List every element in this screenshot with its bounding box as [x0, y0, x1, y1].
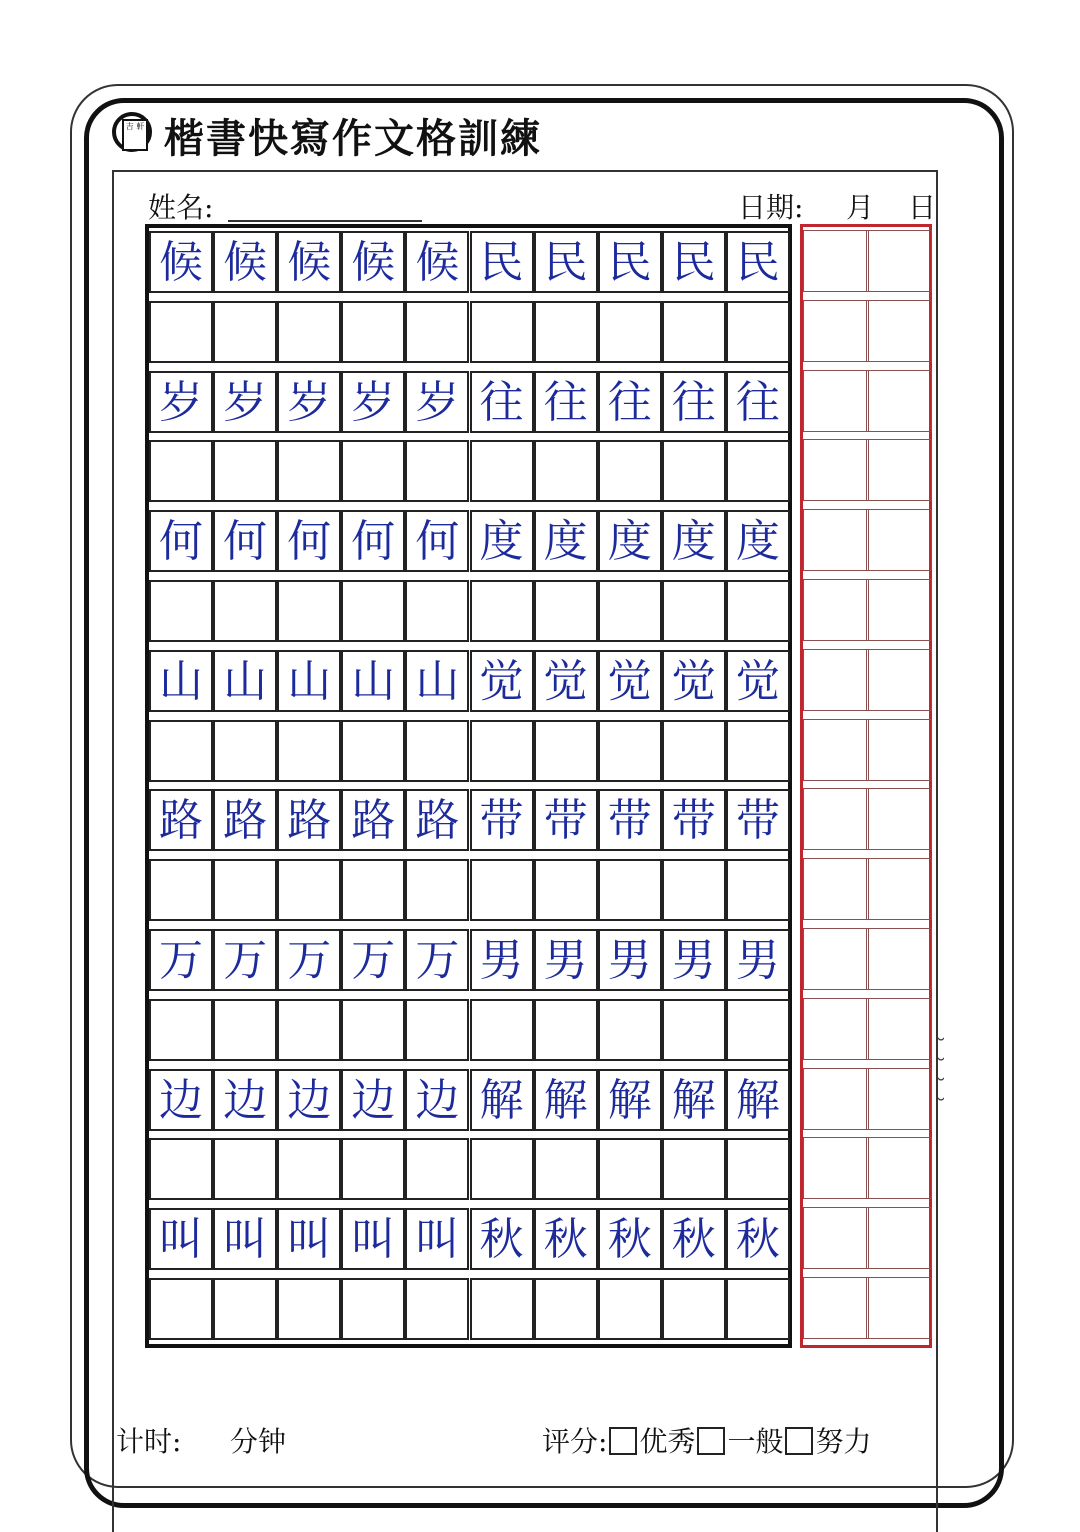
date-label: 日期:	[738, 191, 804, 224]
character-cell: 民	[598, 231, 662, 293]
practice-cell[interactable]	[470, 859, 534, 921]
review-cell[interactable]	[866, 300, 932, 362]
review-cell[interactable]	[803, 230, 869, 292]
character-cell: 山	[277, 650, 341, 712]
character-cell: 何	[213, 510, 277, 572]
review-cell[interactable]	[866, 858, 932, 920]
logo-text: 吉 軒	[122, 119, 148, 151]
checkbox-excellent[interactable]	[609, 1427, 637, 1455]
character-cell: 山	[149, 650, 213, 712]
practice-cell[interactable]	[149, 720, 213, 782]
character-cell: 秋	[662, 1208, 726, 1270]
practice-cell[interactable]	[405, 859, 469, 921]
character-cell: 候	[405, 231, 469, 293]
review-cell[interactable]	[803, 998, 869, 1060]
name-label: 姓名:	[148, 191, 214, 224]
character-cell: 叫	[405, 1208, 469, 1270]
practice-cell[interactable]	[341, 1138, 405, 1200]
practice-cell[interactable]	[277, 720, 341, 782]
review-cell[interactable]	[803, 579, 869, 641]
practice-cell[interactable]	[277, 1278, 341, 1340]
character-cell: 觉	[662, 650, 726, 712]
character-cell: 叫	[213, 1208, 277, 1270]
review-cell[interactable]	[866, 439, 932, 501]
character-cell: 岁	[149, 371, 213, 433]
review-grid	[800, 224, 932, 1348]
character-cell: 边	[405, 1069, 469, 1131]
character-cell: 带	[662, 789, 726, 851]
review-cell[interactable]	[866, 1068, 932, 1130]
practice-cell[interactable]	[341, 1278, 405, 1340]
character-cell: 叫	[277, 1208, 341, 1270]
practice-grid	[145, 224, 792, 1348]
practice-cell[interactable]	[662, 301, 726, 363]
practice-cell[interactable]	[213, 999, 277, 1061]
practice-cell[interactable]	[149, 301, 213, 363]
practice-cell[interactable]	[277, 580, 341, 642]
review-cell[interactable]	[866, 1277, 932, 1339]
practice-cell[interactable]	[341, 301, 405, 363]
character-cell: 解	[662, 1069, 726, 1131]
review-cell[interactable]	[866, 928, 932, 990]
character-cell: 解	[726, 1069, 790, 1131]
review-cell[interactable]	[803, 1277, 869, 1339]
practice-cell[interactable]	[726, 440, 790, 502]
practice-cell[interactable]	[213, 440, 277, 502]
character-cell: 民	[726, 231, 790, 293]
character-cell: 觉	[470, 650, 534, 712]
character-cell: 万	[149, 929, 213, 991]
month-label: 月	[846, 191, 875, 224]
character-cell: 万	[341, 929, 405, 991]
timer-label: 计时:	[116, 1425, 182, 1458]
practice-cell[interactable]	[470, 1138, 534, 1200]
review-cell[interactable]	[866, 230, 932, 292]
practice-cell[interactable]	[213, 1278, 277, 1340]
practice-cell[interactable]	[534, 999, 598, 1061]
minutes-label: 分钟	[230, 1425, 287, 1458]
option-excellent: 优秀	[639, 1425, 696, 1458]
review-cell[interactable]	[866, 1207, 932, 1269]
character-cell: 秋	[598, 1208, 662, 1270]
character-cell: 山	[405, 650, 469, 712]
character-cell: 解	[470, 1069, 534, 1131]
character-cell: 度	[598, 510, 662, 572]
practice-cell[interactable]	[534, 440, 598, 502]
character-cell: 山	[213, 650, 277, 712]
review-cell[interactable]	[803, 370, 869, 432]
review-cell[interactable]	[866, 579, 932, 641]
name-input-line[interactable]	[228, 220, 422, 222]
practice-cell[interactable]	[341, 859, 405, 921]
practice-cell[interactable]	[598, 1278, 662, 1340]
character-cell: 边	[277, 1069, 341, 1131]
review-cell[interactable]	[803, 300, 869, 362]
practice-cell[interactable]	[470, 720, 534, 782]
practice-cell[interactable]	[662, 440, 726, 502]
character-cell: 叫	[341, 1208, 405, 1270]
practice-cell[interactable]	[341, 580, 405, 642]
practice-cell[interactable]	[662, 580, 726, 642]
practice-cell[interactable]	[405, 999, 469, 1061]
practice-cell[interactable]	[726, 1278, 790, 1340]
review-cell[interactable]	[866, 370, 932, 432]
character-cell: 山	[341, 650, 405, 712]
character-cell: 何	[405, 510, 469, 572]
review-cell[interactable]	[866, 509, 932, 571]
practice-cell[interactable]	[726, 720, 790, 782]
character-cell: 带	[598, 789, 662, 851]
practice-cell[interactable]	[726, 301, 790, 363]
review-cell[interactable]	[866, 649, 932, 711]
character-cell: 觉	[726, 650, 790, 712]
review-cell[interactable]	[866, 719, 932, 781]
character-cell: 解	[598, 1069, 662, 1131]
practice-cell[interactable]	[277, 301, 341, 363]
review-cell[interactable]	[866, 998, 932, 1060]
character-cell: 男	[598, 929, 662, 991]
practice-cell[interactable]	[598, 440, 662, 502]
practice-cell[interactable]	[405, 1278, 469, 1340]
character-cell: 带	[534, 789, 598, 851]
practice-cell[interactable]	[277, 440, 341, 502]
review-cell[interactable]	[803, 858, 869, 920]
practice-cell[interactable]	[726, 580, 790, 642]
review-cell[interactable]	[803, 439, 869, 501]
practice-cell[interactable]	[598, 859, 662, 921]
option-average: 一般	[727, 1425, 784, 1458]
character-cell: 边	[213, 1069, 277, 1131]
practice-cell[interactable]	[405, 720, 469, 782]
character-cell: 候	[341, 231, 405, 293]
practice-cell[interactable]	[149, 440, 213, 502]
character-cell: 民	[470, 231, 534, 293]
practice-cell[interactable]	[534, 580, 598, 642]
character-cell: 万	[213, 929, 277, 991]
review-cell[interactable]	[866, 1137, 932, 1199]
character-cell: 叫	[149, 1208, 213, 1270]
practice-cell[interactable]	[662, 859, 726, 921]
practice-cell[interactable]	[149, 580, 213, 642]
practice-cell[interactable]	[598, 1138, 662, 1200]
character-cell: 路	[405, 789, 469, 851]
character-cell: 带	[470, 789, 534, 851]
practice-cell[interactable]	[598, 720, 662, 782]
checkbox-average[interactable]	[697, 1427, 725, 1455]
practice-cell[interactable]	[405, 1138, 469, 1200]
option-effort: 努力	[815, 1425, 872, 1458]
day-label: 日	[908, 191, 937, 224]
character-cell: 往	[726, 371, 790, 433]
review-cell[interactable]	[803, 788, 869, 850]
practice-cell[interactable]	[598, 301, 662, 363]
page-title: 楷書快寫作文格訓練	[164, 115, 542, 162]
practice-cell[interactable]	[726, 859, 790, 921]
character-cell: 何	[341, 510, 405, 572]
practice-cell[interactable]	[662, 999, 726, 1061]
character-cell: 何	[277, 510, 341, 572]
score-label: 评分:	[542, 1425, 608, 1458]
practice-cell[interactable]	[405, 580, 469, 642]
practice-cell[interactable]	[405, 301, 469, 363]
practice-cell[interactable]	[470, 440, 534, 502]
practice-cell[interactable]	[534, 720, 598, 782]
practice-cell[interactable]	[341, 440, 405, 502]
practice-cell[interactable]	[598, 999, 662, 1061]
review-cell[interactable]	[866, 788, 932, 850]
character-cell: 往	[598, 371, 662, 433]
practice-cell[interactable]	[213, 859, 277, 921]
practice-cell[interactable]	[534, 859, 598, 921]
character-cell: 何	[149, 510, 213, 572]
review-cell[interactable]	[803, 1137, 869, 1199]
practice-cell[interactable]	[470, 999, 534, 1061]
practice-cell[interactable]	[341, 999, 405, 1061]
practice-cell[interactable]	[277, 859, 341, 921]
practice-cell[interactable]	[534, 1138, 598, 1200]
character-cell: 男	[662, 929, 726, 991]
practice-cell[interactable]	[598, 580, 662, 642]
practice-cell[interactable]	[662, 1278, 726, 1340]
character-cell: 往	[470, 371, 534, 433]
practice-cell[interactable]	[149, 1138, 213, 1200]
practice-cell[interactable]	[470, 301, 534, 363]
practice-cell[interactable]	[662, 1138, 726, 1200]
character-cell: 觉	[534, 650, 598, 712]
character-cell: 度	[470, 510, 534, 572]
character-cell: 路	[277, 789, 341, 851]
review-cell[interactable]	[803, 1207, 869, 1269]
practice-cell[interactable]	[405, 440, 469, 502]
character-cell: 秋	[726, 1208, 790, 1270]
practice-cell[interactable]	[534, 301, 598, 363]
score-section	[542, 1424, 871, 1460]
character-cell: 度	[662, 510, 726, 572]
character-cell: 秋	[534, 1208, 598, 1270]
review-cell[interactable]	[803, 509, 869, 571]
character-cell: 岁	[405, 371, 469, 433]
character-cell: 边	[149, 1069, 213, 1131]
character-cell: 候	[277, 231, 341, 293]
practice-cell[interactable]	[149, 1278, 213, 1340]
character-cell: 度	[726, 510, 790, 572]
character-cell: 男	[470, 929, 534, 991]
character-cell: 往	[534, 371, 598, 433]
practice-cell[interactable]	[726, 1138, 790, 1200]
review-cell[interactable]	[803, 928, 869, 990]
practice-cell[interactable]	[470, 580, 534, 642]
practice-cell[interactable]	[213, 580, 277, 642]
character-cell: 解	[534, 1069, 598, 1131]
character-cell: 带	[726, 789, 790, 851]
character-cell: 度	[534, 510, 598, 572]
practice-cell[interactable]	[213, 301, 277, 363]
character-cell: 男	[726, 929, 790, 991]
character-cell: 岁	[277, 371, 341, 433]
character-cell: 觉	[598, 650, 662, 712]
character-cell: 岁	[341, 371, 405, 433]
logo-seal	[112, 112, 152, 152]
character-cell: 边	[341, 1069, 405, 1131]
practice-cell[interactable]	[470, 1278, 534, 1340]
character-cell: 万	[277, 929, 341, 991]
practice-cell[interactable]	[277, 999, 341, 1061]
character-cell: 男	[534, 929, 598, 991]
practice-cell[interactable]	[213, 1138, 277, 1200]
checkbox-effort[interactable]	[785, 1427, 813, 1455]
character-cell: 路	[149, 789, 213, 851]
margin-marks: ˘ ˘ ˘ ˘	[936, 1034, 946, 1118]
character-cell: 岁	[213, 371, 277, 433]
practice-cell[interactable]	[662, 720, 726, 782]
practice-cell[interactable]	[277, 1138, 341, 1200]
character-cell: 万	[405, 929, 469, 991]
character-cell: 民	[534, 231, 598, 293]
character-cell: 候	[213, 231, 277, 293]
practice-cell[interactable]	[726, 999, 790, 1061]
character-cell: 往	[662, 371, 726, 433]
review-cell[interactable]	[803, 719, 869, 781]
character-cell: 路	[341, 789, 405, 851]
practice-cell[interactable]	[341, 720, 405, 782]
practice-cell[interactable]	[534, 1278, 598, 1340]
character-cell: 候	[149, 231, 213, 293]
character-cell: 秋	[470, 1208, 534, 1270]
review-cell[interactable]	[803, 1068, 869, 1130]
character-cell: 路	[213, 789, 277, 851]
practice-cell[interactable]	[149, 859, 213, 921]
character-cell: 民	[662, 231, 726, 293]
practice-cell[interactable]	[149, 999, 213, 1061]
review-cell[interactable]	[803, 649, 869, 711]
practice-cell[interactable]	[213, 720, 277, 782]
